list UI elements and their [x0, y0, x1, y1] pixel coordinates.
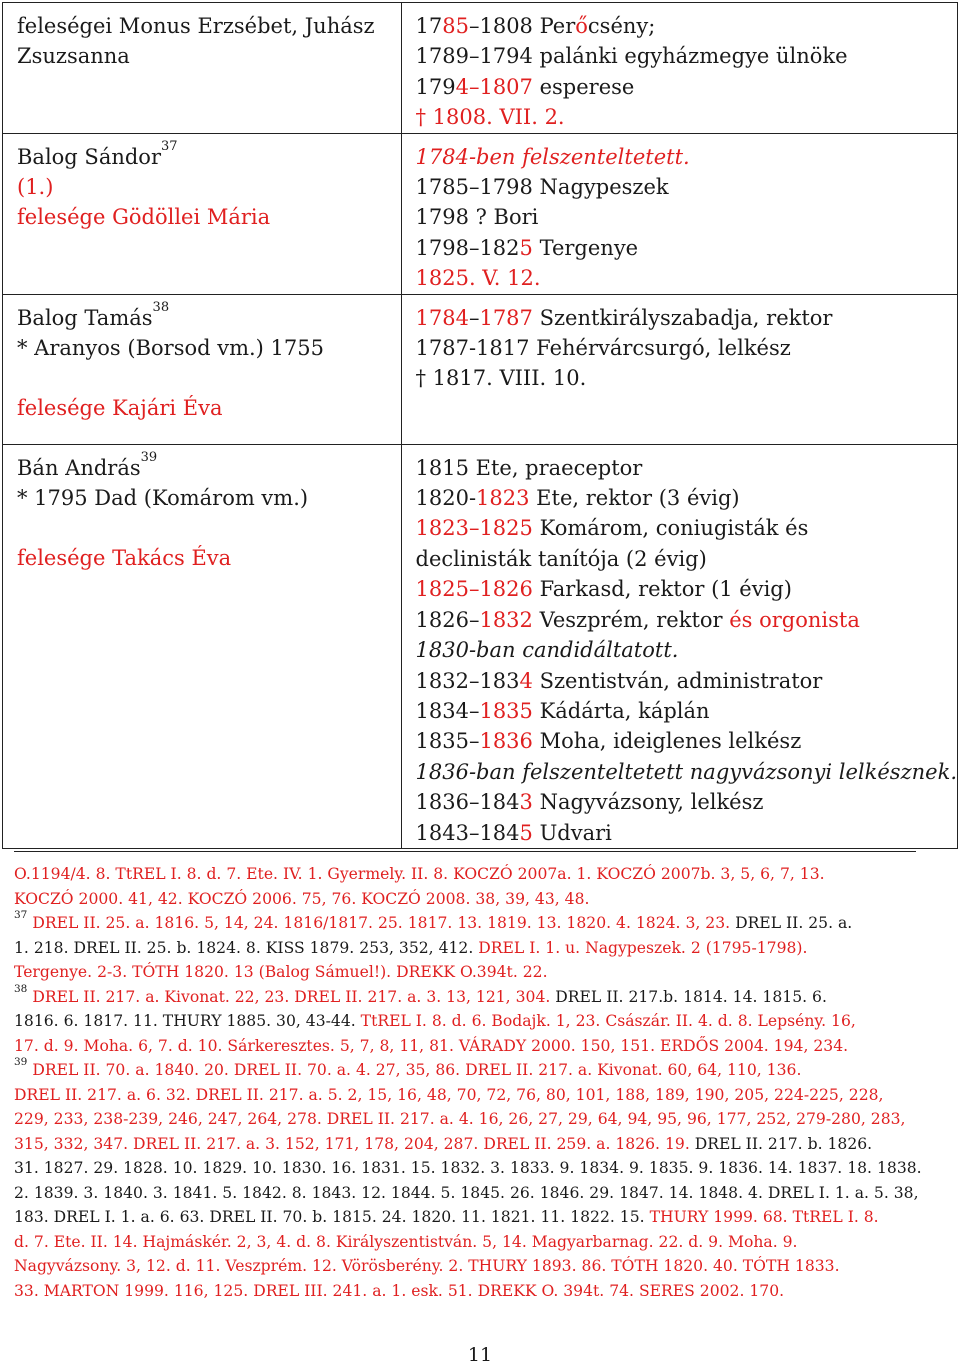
text-run: Tergenye: [532, 235, 639, 260]
text-run: declinisták tanítója (2 évig): [415, 546, 707, 571]
text-run: felesége Kajári Éva: [17, 396, 223, 421]
text-run: Moha, ideiglenes lelkész: [532, 729, 802, 754]
text-run: Ete, rektor (3 évig): [529, 486, 740, 511]
career-cell: [401, 3, 958, 134]
text-run: 1825–1826: [415, 577, 533, 602]
text-run: DREL II. 217. b. 1826.: [689, 1134, 873, 1153]
text-run: 179: [415, 74, 456, 99]
text-run: KOCZÓ 2000. 41, 42. KOCZÓ 2006. 75, 76. KOCZÓ 2008. 38, 39, 43, 48.: [14, 889, 590, 908]
text-run: ő: [575, 14, 588, 38]
text-run: 1832: [479, 607, 533, 632]
career-line: [416, 41, 958, 71]
text-run: TtREL I. 8. d. 6. Bodajk. 1, 23. Császár. II. 4. d. 8. Lepsény. 16,: [360, 1012, 856, 1030]
text-run: 1. 218. DREL II. 25. b. 1824. 8. KISS 1879. 253, 352, 412.: [14, 938, 479, 957]
text-run: DREL II. 217. a. 6. 32. DREL II. 217. a. 5. 2, 15, 16, 48, 70, 72, 76, 80, 101, 188, 189, 190, 205, 224-225, 228,: [14, 1085, 884, 1104]
text-run: 33. MARTON 1999. 116, 125. DREL III. 241. a. 1. esk. 51. DREKK O. 394t. 74. SERES 2002. 170.: [14, 1281, 785, 1300]
text-run: 1816. 6. 1817. 11. THURY 1885. 30, 43-44.: [14, 1012, 361, 1030]
text-run: DREL II. 217.b. 1814. 14. 1815. 6.: [550, 987, 827, 1006]
text-run: 5: [519, 235, 533, 260]
career-line: [416, 787, 958, 817]
text-run: Balog Tamás: [17, 305, 153, 330]
career-cell: [401, 133, 958, 294]
text-run: Szentistván, administrator: [532, 668, 823, 693]
text-run: felesége Takács Éva: [17, 546, 232, 571]
text-run: –1808 Per: [468, 14, 576, 38]
text-run: 1836-ban felszenteltetett nagyvázsonyi lelkésznek.: [415, 759, 957, 784]
text-run: 4: [519, 668, 533, 693]
text-run: DREL II. 25. a. 1816. 5, 14, 24. 1816/1817. 25. 1817. 13. 1819. 13. 1820. 4. 1824. 3, 23.: [32, 914, 731, 932]
text-run: 1798 ? Bori: [415, 205, 539, 230]
text-run: Zsuzsanna: [17, 44, 130, 69]
text-run: 315, 332, 347. DREL II. 217. a. 3. 152, 171, 178, 204, 287. DREL II. 259. a. 1826. 19.: [14, 1134, 690, 1153]
text-run: 1836–184: [415, 790, 520, 815]
text-run: DREL II. 70. a. 1840. 20. DREL II. 70. a. 4. 27, 35, 86. DREL II. 217. a. Kivonat. 60, 64, 110, 136.: [32, 1061, 802, 1079]
footnote-line: [14, 911, 932, 936]
text-run: Tergenye. 2-3. TÓTH 1820. 13 (Balog Sámuel!). DREKK O.394t. 22.: [14, 963, 548, 981]
person-line: [17, 172, 401, 202]
footnote-line: [14, 1107, 932, 1132]
text-run: 1832–183: [415, 668, 520, 693]
text-run: 1815 Ete, praeceptor: [415, 455, 643, 480]
text-run: * Aranyos (Borsod vm.) 1755: [17, 336, 324, 361]
career-line: [416, 363, 958, 393]
career-line: [416, 303, 958, 333]
footnote-line: [14, 982, 932, 1010]
text-run: 1789–1794 palánki egyházmegye ülnöke: [415, 44, 848, 69]
person-cell: [3, 3, 402, 134]
career-line: [416, 202, 958, 232]
text-run: 2. 1839. 3. 1840. 3. 1841. 5. 1842. 8. 1843. 12. 1844. 5. 1845. 26. 1846. 29. 1847. 14. 1848. 4. DREL I. 1. a. 5. 38,: [14, 1183, 919, 1202]
text-run: 1823: [476, 486, 530, 511]
footnote-line: [14, 936, 932, 961]
person-line: [17, 449, 401, 483]
career-line: [416, 72, 958, 102]
career-line: [416, 513, 958, 543]
person-line: [17, 202, 401, 232]
footnote-line: [14, 1058, 932, 1083]
text-run: esperese: [532, 74, 635, 99]
footnote-line: [14, 1205, 932, 1230]
text-run: 1820-: [415, 486, 477, 511]
text-run: Veszprém, rektor: [532, 607, 730, 632]
career-line: [416, 172, 958, 202]
text-run: DREL I. 1. u. Nagypeszek. 2 (1795-1798).: [478, 938, 808, 957]
text-run: * 1795 Dad (Komárom vm.): [17, 486, 309, 511]
person-line: [17, 483, 401, 513]
text-run: 1830-ban candidáltatott.: [415, 638, 679, 663]
person-row: [3, 444, 958, 848]
text-run: 1835: [479, 698, 533, 723]
person-line: [17, 41, 401, 71]
footnotes: [14, 862, 932, 1303]
text-run: 1784-ben felszenteltetett.: [415, 144, 690, 169]
page-number: 11: [467, 1344, 493, 1366]
career-line: [416, 635, 958, 665]
text-run: DREL II. 217. a. Kivonat. 22, 23. DREL II. 217. a. 3. 13, 121, 304.: [32, 987, 551, 1006]
text-run: 1843–184: [415, 820, 520, 845]
footnote-ref: 39: [140, 449, 158, 465]
person-row: [3, 3, 958, 134]
person-line: [17, 11, 401, 41]
career-line: [416, 818, 958, 848]
text-run: 1784: [415, 305, 469, 330]
text-run: 1826–: [415, 607, 480, 632]
footnote-line: [14, 1034, 932, 1059]
text-run: 1785–1798 Nagypeszek: [415, 175, 669, 200]
text-run: 1834–: [415, 698, 480, 723]
footnote-ref: 37: [161, 138, 178, 154]
person-line: [17, 138, 401, 172]
text-run: 17: [415, 14, 443, 38]
person-line: [17, 299, 401, 333]
person-cell: [3, 444, 402, 848]
text-run: Nagyvázsony. 3, 12. d. 11. Veszprém. 12. Vörösberény. 2. THURY 1893. 86. TÓTH 1820. 40. TÓTH 1833.: [14, 1257, 840, 1275]
career-line: [416, 11, 958, 41]
footnote-line: [14, 862, 932, 887]
text-run: 1798–182: [415, 235, 520, 260]
text-run: –: [468, 305, 480, 330]
career-line: [416, 102, 958, 132]
career-line: [416, 453, 958, 483]
career-line: [416, 696, 958, 726]
text-run: d. 7. Ete. II. 14. Hajmáskér. 2, 3, 4. d. 8. Királyszentistván. 5, 14. Magyarbarnag. 22. d. 9. Moha. 9.: [14, 1232, 798, 1251]
text-run: † 1817. VIII. 10.: [415, 366, 587, 391]
person-line: [17, 543, 401, 573]
text-run: O.1194/4. 8. TtREL I. 8. d. 7. Ete. IV. 1. Gyermely. II. 8. KOCZÓ 2007a. 1. KOCZÓ 2007b. 3, 5, 6, 7, 13.: [14, 865, 825, 883]
person-line: [17, 393, 401, 423]
career-line: [416, 483, 958, 513]
text-run: 5: [519, 820, 533, 845]
career-line: [416, 757, 958, 787]
text-run: Szentkirályszabadja, rektor: [532, 305, 833, 330]
text-run: 85: [442, 14, 469, 38]
career-line: [416, 666, 958, 696]
footnote-line: [14, 887, 932, 912]
text-run: THURY 1999. 68. TtREL I. 8.: [649, 1208, 879, 1226]
footnote-line: [14, 960, 932, 985]
text-run: felesége Gödöllei Mária: [17, 205, 271, 230]
footnote-line: [14, 1083, 932, 1108]
text-run: 1835–: [415, 729, 480, 754]
text-run: és orgonista: [729, 607, 860, 632]
person-line: [17, 333, 401, 363]
text-run: † 1808. VII. 2.: [415, 105, 565, 130]
career-line: [416, 263, 958, 293]
career-line: [416, 574, 958, 604]
footnote-line: [14, 1254, 932, 1279]
person-row: [3, 133, 958, 294]
text-run: 3: [519, 790, 533, 815]
text-run: Bán András: [17, 455, 141, 480]
footnote-line: [14, 1132, 932, 1157]
text-run: csény;: [587, 14, 656, 38]
text-run: Farkasd, rektor (1 évig): [532, 577, 792, 602]
footnote-ref: 38: [152, 299, 170, 315]
career-cell: [401, 444, 958, 848]
footnote-separator: [14, 851, 916, 852]
text-run: Komárom, coniugisták és: [532, 516, 809, 541]
text-run: 4–1807: [455, 74, 533, 99]
career-cell: [401, 294, 958, 444]
text-run: 183. DREL I. 1. a. 6. 63. DREL II. 70. b. 1815. 24. 1820. 11. 1821. 11. 1822. 15.: [14, 1208, 650, 1226]
footnote-line: [14, 1181, 932, 1206]
footnote-line: [14, 1156, 932, 1181]
text-run: Nagyvázsony, lelkész: [532, 790, 764, 815]
career-line: [416, 726, 958, 756]
person-row: [3, 294, 958, 444]
text-run: 1787: [479, 305, 533, 330]
text-run: Udvari: [532, 820, 612, 845]
text-run: (1.): [17, 175, 54, 200]
career-line: [416, 333, 958, 363]
text-run: 1823–1825: [415, 516, 533, 541]
text-run: Kádárta, káplán: [532, 698, 710, 723]
text-run: 1825. V. 12.: [415, 266, 541, 291]
text-run: Balog Sándor: [17, 144, 161, 169]
career-line: [416, 605, 958, 635]
text-run: feleségei Monus Erzsébet, Juhász: [17, 14, 375, 38]
clergy-table: [2, 2, 958, 849]
footnote-ref: 38: [14, 982, 28, 995]
footnote-ref: 39: [14, 1056, 28, 1068]
career-line: [416, 544, 958, 574]
person-cell: [3, 294, 402, 444]
footnote-line: [14, 1009, 932, 1034]
person-cell: [3, 133, 402, 294]
career-line: [416, 142, 958, 172]
text-run: 31. 1827. 29. 1828. 10. 1829. 10. 1830. 16. 1831. 15. 1832. 3. 1833. 9. 1834. 9. 1835. 9. 1836. 14. 1837. 18. 1838.: [14, 1159, 922, 1177]
text-run: 229, 233, 238-239, 246, 247, 264, 278. DREL II. 217. a. 4. 16, 26, 27, 29, 64, 94, 95, 96, 177, 252, 279-280, 283,: [14, 1110, 906, 1128]
text-run: 17. d. 9. Moha. 6, 7. d. 10. Sárkeresztes. 5, 7, 8, 11, 81. VÁRADY 2000. 150, 151. ERDŐS 2004. 194, 234.: [14, 1036, 849, 1055]
career-line: [416, 233, 958, 263]
footnote-line: [14, 1279, 932, 1304]
text-run: 1787-1817 Fehérvárcsurgó, lelkész: [415, 336, 791, 361]
text-run: DREL II. 25. a.: [730, 914, 853, 932]
footnote-line: [14, 1230, 932, 1255]
footnote-ref: 37: [14, 909, 28, 921]
text-run: 1836: [479, 729, 533, 754]
